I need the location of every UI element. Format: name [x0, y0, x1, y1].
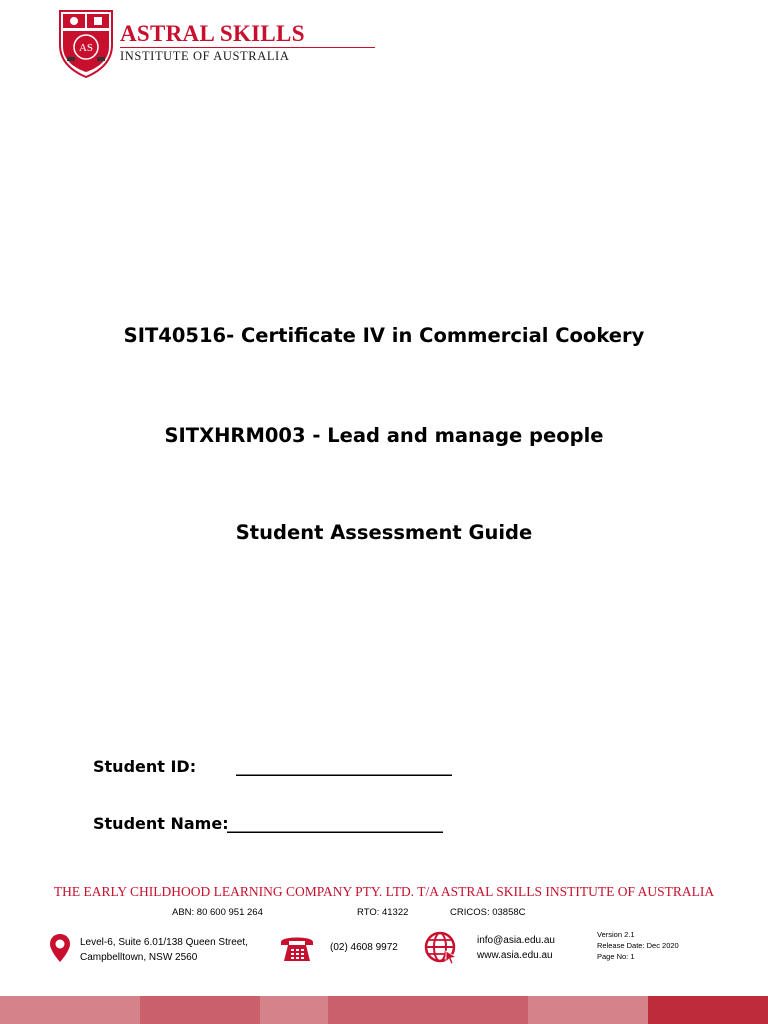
band-segment — [260, 996, 328, 1024]
page-number-label: Page No: 1 — [597, 952, 635, 961]
svg-text:AS: AS — [78, 42, 94, 54]
student-id-blank[interactable]: ___________________________ — [236, 757, 452, 776]
brand-name: ASTRAL SKILLS — [120, 21, 305, 46]
brand-divider — [120, 47, 375, 48]
band-segment — [528, 996, 648, 1024]
website-link[interactable]: www.asia.edu.au — [477, 950, 553, 961]
band-segment — [648, 996, 768, 1024]
address-line-1: Level-6, Suite 6.01/138 Queen Street, — [80, 937, 248, 948]
footer-color-band — [0, 996, 768, 1024]
student-name-blank[interactable]: ___________________________ — [227, 814, 443, 833]
email-link[interactable]: info@asia.edu.au — [477, 935, 555, 946]
location-pin-icon — [49, 933, 71, 963]
band-segment — [140, 996, 260, 1024]
rto-number: RTO: 41322 — [357, 907, 409, 918]
phone-number[interactable]: (02) 4608 9972 — [330, 942, 398, 953]
release-date-label: Release Date: Dec 2020 — [597, 941, 679, 950]
student-id-field — [93, 757, 452, 776]
course-title: SIT40516- Certificate IV in Commercial Cookery — [123, 324, 645, 347]
student-id-label: Student ID: — [93, 757, 197, 776]
shield-crest-icon — [58, 9, 114, 79]
unit-title: SITXHRM003 - Lead and manage people — [164, 424, 604, 447]
version-label: Version 2.1 — [597, 930, 635, 939]
abn-number: ABN: 80 600 951 264 — [172, 907, 263, 918]
cricos-number: CRICOS: 03858C — [450, 907, 526, 918]
address-line-2: Campbelltown, NSW 2560 — [80, 952, 198, 963]
guide-title: Student Assessment Guide — [235, 521, 533, 544]
institute-logo — [58, 9, 323, 81]
band-segment — [328, 996, 528, 1024]
brand-subtitle: INSTITUTE OF AUSTRALIA — [120, 49, 290, 63]
company-name: THE EARLY CHILDHOOD LEARNING COMPANY PTY. LTD. T/A ASTRAL SKILLS INSTITUTE OF AUSTRALIA — [53, 884, 715, 898]
band-segment — [0, 996, 140, 1024]
telephone-icon — [279, 933, 315, 963]
student-name-field — [93, 814, 443, 833]
student-name-label: Student Name: — [93, 814, 229, 833]
globe-icon — [424, 931, 458, 965]
